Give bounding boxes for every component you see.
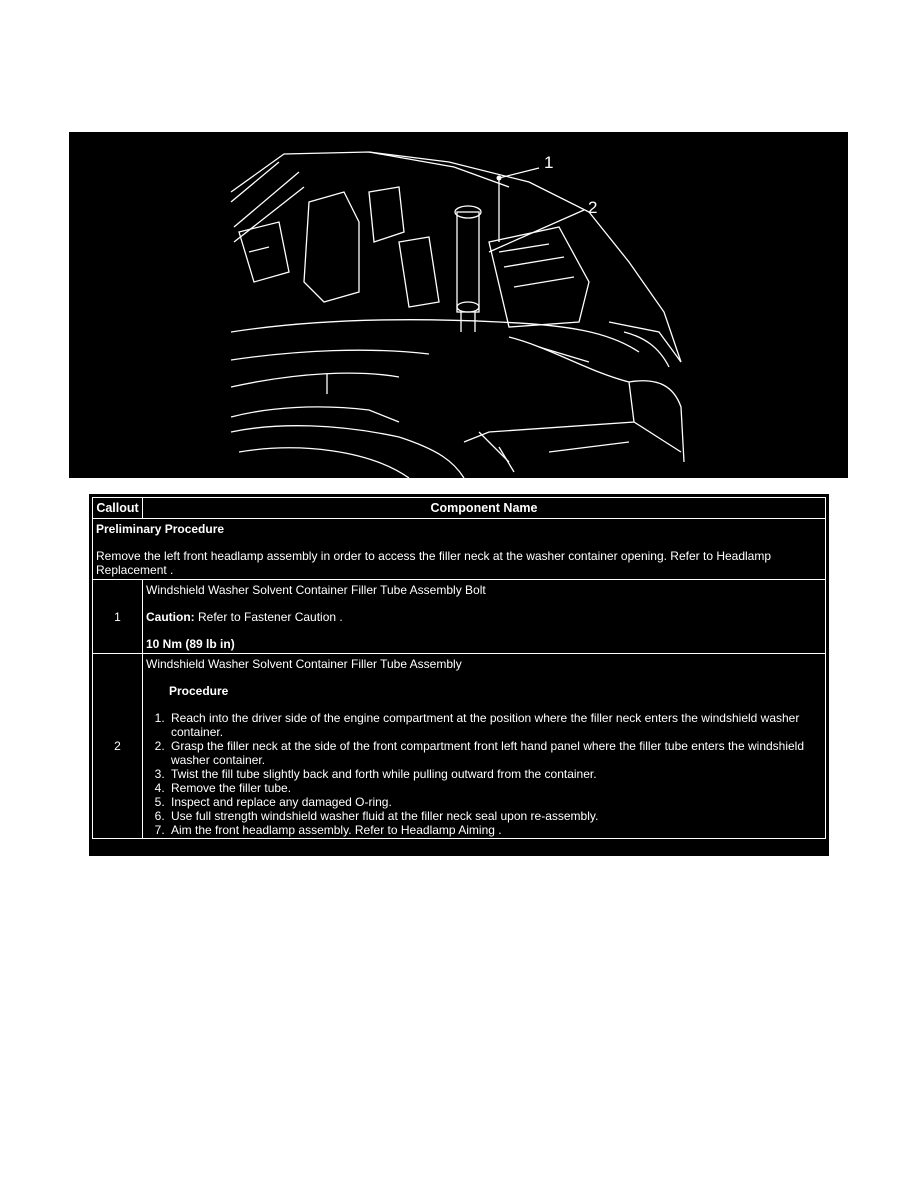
procedure-step: 6. Use full strength windshield washer fluid at the filler neck seal upon re-assembly. (168, 809, 822, 823)
preliminary-text: Remove the left front headlamp assembly in order to access the filler neck at the washer container opening. Refer to Headlamp Replacement . (96, 549, 772, 577)
table-row-preliminary (93, 519, 826, 580)
table-row (93, 580, 826, 654)
procedure-step: 1. Reach into the driver side of the engine compartment at the position where the filler neck enters the windshield washer container. (168, 711, 822, 739)
caution-text: Refer to Fastener Caution . (194, 610, 343, 624)
procedure-heading: Procedure (169, 684, 229, 698)
procedure-steps (146, 711, 822, 837)
header-callout: Callout (93, 498, 143, 519)
procedure-step: 5. Inspect and replace any damaged O-ring. (168, 795, 822, 809)
preliminary-title: Preliminary Procedure (96, 522, 225, 536)
procedure-step: 2. Grasp the filler neck at the side of the front compartment front left hand panel where the filler tube enters the windshield washer container. (168, 739, 822, 767)
caution-note (146, 610, 822, 624)
component-name: Windshield Washer Solvent Container Filler Tube Assembly Bolt (146, 583, 486, 597)
callout-1-label: 1 (544, 153, 554, 172)
component-table (92, 497, 826, 839)
table-header-row (93, 498, 826, 519)
torque-spec: 10 Nm (89 lb in) (146, 637, 235, 651)
procedure-step: 7. Aim the front headlamp assembly. Refer to Headlamp Aiming . (168, 823, 822, 837)
callout-2-label: 2 (588, 198, 598, 217)
callout-number: 2 (93, 654, 143, 839)
procedure-step: 4. Remove the filler tube. (168, 781, 822, 795)
illustration-linework (69, 132, 848, 478)
component-table-frame (89, 494, 829, 856)
engine-compartment-illustration (69, 132, 848, 478)
caution-label: Caution: (146, 610, 195, 624)
header-component-name: Component Name (143, 498, 826, 519)
component-name: Windshield Washer Solvent Container Filler Tube Assembly (146, 657, 462, 671)
procedure-step: 3. Twist the fill tube slightly back and forth while pulling outward from the container. (168, 767, 822, 781)
callout-number: 1 (93, 580, 143, 654)
table-row (93, 654, 826, 839)
